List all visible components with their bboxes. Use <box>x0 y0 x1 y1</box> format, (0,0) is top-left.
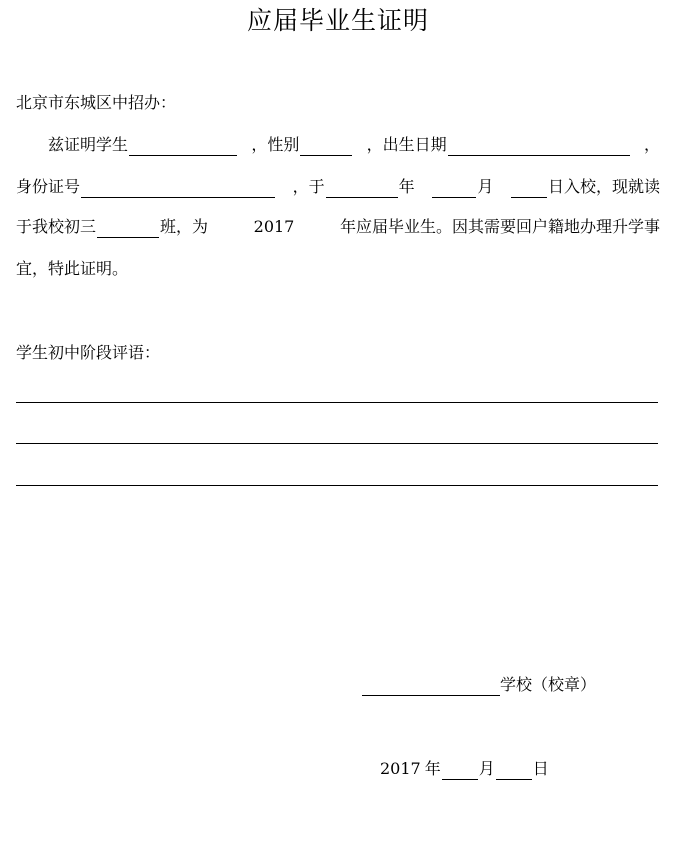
date-month-unit: 月 <box>478 759 495 778</box>
id-number-label: 身份证号 <box>16 177 81 196</box>
enroll-day-blank[interactable] <box>511 179 547 198</box>
gender-label: ，性别 <box>251 135 300 154</box>
line-1-comma: ， <box>643 135 660 154</box>
body-line-4: 宜，特此证明。 <box>16 259 129 278</box>
enroll-day-group <box>510 176 660 198</box>
enroll-month-group <box>431 176 493 198</box>
school-seal-row <box>362 674 596 696</box>
birthdate-label: ，出生日期 <box>366 135 447 154</box>
comment-line-2[interactable] <box>16 443 658 444</box>
birthdate-group <box>367 134 631 156</box>
enroll-year-group <box>293 176 415 198</box>
body-line-2 <box>16 176 660 198</box>
enroll-year-unit: 年 <box>398 177 415 196</box>
date-day-unit: 日 <box>532 759 549 778</box>
gender-group <box>251 134 353 156</box>
enroll-year-blank[interactable] <box>326 179 398 198</box>
enroll-at-label: ，于 <box>292 177 325 196</box>
graduation-year: 2017 <box>253 217 295 236</box>
date-row <box>380 758 549 780</box>
birthdate-blank[interactable] <box>448 137 630 156</box>
student-name-group <box>16 134 238 156</box>
date-month-blank[interactable] <box>442 761 478 780</box>
date-year: 2017 <box>380 759 421 778</box>
addressee: 北京市东城区中招办： <box>16 93 177 112</box>
comment-label: 学生初中阶段评语： <box>16 343 161 362</box>
comment-line-1[interactable] <box>16 402 658 403</box>
document-title: 应届毕业生证明 <box>246 6 429 35</box>
date-day-blank[interactable] <box>496 761 532 780</box>
id-number-group <box>16 176 276 198</box>
gender-blank[interactable] <box>300 137 352 156</box>
class-group <box>16 216 208 238</box>
enroll-month-unit: 月 <box>477 177 494 196</box>
enroll-month-blank[interactable] <box>432 179 476 198</box>
school-seal-label: 学校（校章） <box>500 675 597 694</box>
student-name-blank[interactable] <box>129 137 237 156</box>
date-year-unit: 年 <box>424 759 441 778</box>
graduation-text: 年应届毕业生。因其需要回户籍地办理升学事 <box>339 217 660 236</box>
certify-student-label: 兹证明学生 <box>48 135 129 154</box>
comment-line-3[interactable] <box>16 485 658 486</box>
class-unit: 班，为 <box>160 217 209 236</box>
body-line-3 <box>16 216 660 238</box>
school-name-blank[interactable] <box>362 677 500 696</box>
body-line-1 <box>16 134 660 156</box>
class-blank[interactable] <box>97 219 159 238</box>
id-number-blank[interactable] <box>81 179 275 198</box>
enroll-day-text: 日入校，现就读 <box>547 177 660 196</box>
grade-label: 于我校初三 <box>16 217 97 236</box>
